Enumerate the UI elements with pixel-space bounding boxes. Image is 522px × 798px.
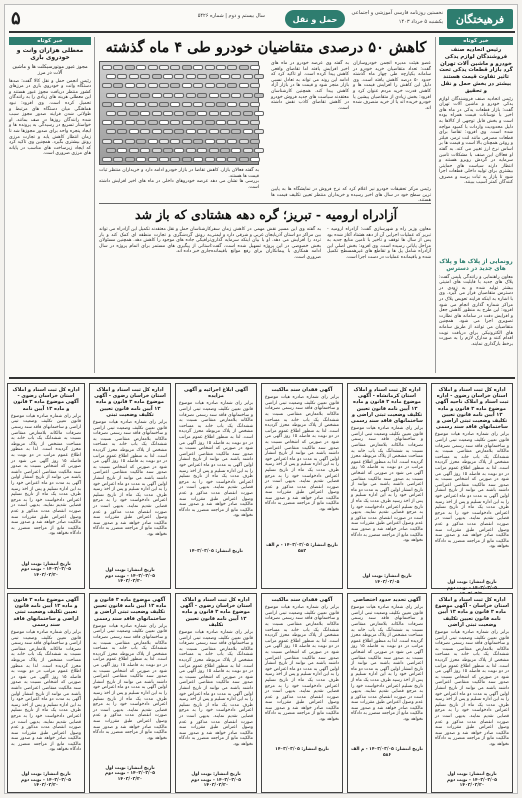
section-badge: حمل و نقل [285,10,345,28]
car-shape [125,139,135,144]
car-shape [239,102,249,107]
car-shape [170,157,180,162]
car-shape [174,111,184,116]
car-shape [193,157,203,162]
car-shape [129,93,139,98]
right-body-1: رئیس اتحادیه صنف فروشندگان لوازم یدکی خودرو و ماشین آلات تهران گفت: بازار قطعات یدکی در ماه های اخیر با نوسانات قیمت همراه بوده است و بخش قابل توجهی از کالاها به دلیل محدودیت واردات با کمبود مواجه شده است. وی افزود: تقاضا برای قطعات مصرفی مانند لنت ترمز، فیلتر و روغن همچنان بالا است و قیمت ها بر اساس نرخ ارز تغییر می کند. به گفته او فعالان این صنف با مشکلات تامین سرمایه در گردش روبرو هستند و انتظار دارند سیاست های حمایتی بیشتری برای تولید داخلی قطعات اجرا شود تا بازار به ثبات برسد و مصرف کنندگان کمتر آسیب ببینند. [439,96,513,186]
car-shape [193,65,203,70]
main-story-col-a [353,61,431,185]
story-divider [99,203,431,204]
notice-body: برابر رای شماره صادره هیات موضوع قانون تعیین تکلیف وضعیت ثبتی اراضی و ساختمانهای فاقد سند رسمی تصرفات مالکانه بلامعارض متقاضی نسبت به ششدانگ یک باب خانه به مساحت مشخص از پلاک مربوطه محرز گردیده است. لذا به منظور اطلاع عموم مراتب در دو نوبت به فاصله ۱۵ روز آگهی می شود در صورتی که اشخاص نسبت به صدور سند مالکیت متقاضی اعتراضی داشته باشند می توانند از تاریخ انتشار اولین آگهی به مدت دو ماه اعتراض خود را به این اداره تسلیم و پس از اخذ رسید ظرف مدت یک ماه از تاریخ تسلیم اعتراض دادخواست خود را به مرجع قضایی تقدیم نمایند. بدیهی است در صورت انقضای مدت مذکور و عدم وصول اعتراض طبق مقررات سند مالکیت صادر خواهد شد و صدور سند مالکیت مانع از مراجعه متضرر به دادگاه نخواهد بود. [435,432,509,550]
notice-body: برابر رای شماره صادره هیات موضوع قانون تعیین تکلیف وضعیت ثبتی اراضی و ساختمانهای فاقد سند رسمی تصرفات مالکانه بلامعارض متقاضی نسبت به ششدانگ یک باب خانه به مساحت مشخص از پلاک مربوطه محرز گردیده است. لذا به منظور اطلاع عموم مراتب در دو نوبت به فاصله ۱۵ روز آگهی می شود در صورتی که اشخاص نسبت به صدور سند مالکیت متقاضی اعتراضی داشته باشند می توانند از تاریخ انتشار اولین آگهی به مدت دو ماه اعتراض خود را به این اداره تسلیم و پس از اخذ رسید ظرف مدت یک ماه از تاریخ تسلیم اعتراض دادخواست خود را به مرجع قضایی تقدیم نمایند. بدیهی است در صورت انقضای مدت مذکور و عدم وصول اعتراض طبق مقررات سند مالکیت صادر خواهد شد و صدور سند مالکیت مانع از مراجعه متضرر به دادگاه نخواهد بود. [265,605,339,723]
car-shape [140,93,150,98]
notice-footer: تاریخ انتشار: نوبت اول ۱۴۰۳/۰۳/۰۵ - نوبت دوم ۱۴۰۳/۰۳/۲۰ [191,772,241,789]
car-shape [227,102,237,107]
car-shape [243,74,253,79]
car-shape [136,120,146,125]
car-shape [163,129,173,134]
notice-title: آگهی تحدید حدود اختصاصی [353,597,421,603]
left-body: رئیس انجمن حمل و نقل کالا گفت: صدها دستگاه وانت و خودروی باری در مرزهای کشور منتظر دریافت مجوز عبور هستند و این معطلی هزینه های زیادی را به رانندگان تحمیل کرده است. وی افزود: نبود هماهنگی میان دستگاه های مرتبط و طولانی شدن فرایند صدور مجوز سبب شده رانندگان روزها در صف بمانند. او خواستار تسریع در رسیدگی به پرونده ها و ایجاد پنجره واحد برای صدور مجوزها شد تا زمان انتظار کاهش یابد و تجارت مرزی رونق بیشتری بگیرد. همچنین وی تاکید کرد که ایجاد زیرساخت های مناسب در پایانه های مرزی ضروری است. [9,78,91,157]
car-shape [106,93,116,98]
car-shape [193,120,203,125]
car-shape [170,83,180,88]
car-shape [197,148,207,153]
car-shape [102,157,112,162]
car-shape [205,157,215,162]
car-shape [220,74,230,79]
car-shape [106,129,116,134]
car-shape [102,83,112,88]
right-kicker: خبر کوتاه [439,37,513,45]
notice-body: برابر رای شماره صادره هیات موضوع قانون تعیین تکلیف وضعیت ثبتی اراضی و ساختمانهای فاقد سند رسمی تصرفات مالکانه بلامعارض متقاضی نسبت به ششدانگ یک باب خانه به مساحت مشخص از پلاک مربوطه محرز گردیده است. لذا به منظور اطلاع عموم مراتب در دو نوبت به فاصله ۱۵ روز آگهی می شود در صورتی که اشخاص نسبت به صدور سند مالکیت متقاضی اعتراضی داشته باشند می توانند از تاریخ انتشار اولین آگهی به مدت دو ماه اعتراض خود را به این اداره تسلیم و پس از اخذ رسید ظرف مدت یک ماه از تاریخ تسلیم اعتراض دادخواست خود را به مرجع قضایی تقدیم نمایند. بدیهی است در صورت انقضای مدت مذکور و عدم وصول اعتراض طبق مقررات سند مالکیت صادر خواهد شد و صدور سند مالکیت مانع از مراجعه متضرر به دادگاه نخواهد بود. [435,630,509,747]
notice-body: برابر رای شماره صادره هیات موضوع قانون تعیین تکلیف وضعیت ثبتی اراضی و ساختمانهای فاقد سند رسمی تصرفات مالکانه بلامعارض متقاضی نسبت به ششدانگ یک باب خانه به مساحت مشخص از پلاک مربوطه محرز گردیده است. لذا به منظور اطلاع عموم مراتب در دو نوبت به فاصله ۱۵ روز آگهی می شود در صورتی که اشخاص نسبت به صدور سند مالکیت متقاضی اعتراضی داشته باشند می توانند از تاریخ انتشار اولین آگهی به مدت دو ماه اعتراض خود را به این اداره تسلیم و پس از اخذ رسید ظرف مدت یک ماه از تاریخ تسلیم اعتراض دادخواست خود را به مرجع قضایی تقدیم نمایند. بدیهی است در صورت انقضای مدت مذکور و عدم وصول اعتراض طبق مقررات سند مالکیت صادر خواهد شد و صدور سند مالکیت مانع از مراجعه متضرر به دادگاه نخواهد بود. [351,605,423,723]
car-shape [227,83,237,88]
car-shape [239,139,249,144]
car-shape [174,148,184,153]
notice-title: آگهی موضوع ماده ۳ قانون و ماده ۱۳ آیین نامه قانون تعیین تکلیف وضعیت ثبتی اراضی و ساختمانهای فاقد سند رسمی [93,597,167,622]
main-story-col-d [271,187,431,204]
car-shape [136,102,146,107]
car-shape [197,111,207,116]
left-headline: معطلی هزاران وانت و خودروی باری [16,47,84,62]
car-shape [205,139,215,144]
car-shape [136,83,146,88]
car-shape [125,157,135,162]
car-shape [148,139,158,144]
car-shape [129,74,139,79]
car-shape [231,111,241,116]
legal-notice [261,383,343,589]
car-shape [231,129,241,134]
car-shape [182,120,192,125]
car-shape [216,139,226,144]
car-shape [152,148,162,153]
notice-title: اداره کل ثبت اسناد و املاک استان خراسان رضوی - آگهی موضوع ماده ۳ قانون و ماده ۱۳ آیین نامه قانون تعیین تکلیف [180,597,252,628]
car-shape [148,157,158,162]
car-shape [239,83,249,88]
car-shape [102,139,112,144]
car-shape [209,93,219,98]
car-shape [106,148,116,153]
newspaper-page [4,4,518,794]
car-shape [186,111,196,116]
car-shape [125,120,135,125]
car-shape [254,148,264,153]
second-story-col-a [327,227,431,373]
car-shape [159,83,169,88]
car-shape [113,102,123,107]
car-shape [209,129,219,134]
car-shape [220,148,230,153]
car-shape [239,65,249,70]
notice-body: برابر رای شماره صادره هیات موضوع قانون تعیین تکلیف وضعیت ثبتی اراضی و ساختمانهای فاقد سند رسمی تصرفات مالکانه بلامعارض متقاضی نسبت به ششدانگ یک باب خانه به مساحت مشخص از پلاک مربوطه محرز گردیده است. لذا به منظور اطلاع عموم مراتب در دو نوبت به فاصله ۱۵ روز آگهی می شود در صورتی که اشخاص نسبت به صدور سند مالکیت متقاضی اعتراضی داشته باشند می توانند از تاریخ انتشار اولین آگهی به مدت دو ماه اعتراض خود را به این اداره تسلیم و پس از اخذ رسید ظرف مدت یک ماه از تاریخ تسلیم اعتراض دادخواست خود را به مرجع قضایی تقدیم نمایند. بدیهی است در صورت انقضای مدت مذکور و عدم وصول اعتراض طبق مقررات سند مالکیت صادر خواهد شد و صدور سند مالکیت مانع از مراجعه متضرر به دادگاه نخواهد بود. [11,630,81,753]
car-shape [186,148,196,153]
car-shape [182,139,192,144]
car-shape [148,102,158,107]
column-rule [435,37,436,373]
car-shape [231,93,241,98]
car-shape [216,157,226,162]
car-shape [182,157,192,162]
masthead-date: یکشنبه ۵ خرداد ۱۴۰۳ [398,19,443,25]
car-shape [220,129,230,134]
car-shape [197,74,207,79]
car-shape [174,129,184,134]
car-shape [174,74,184,79]
car-shape [125,83,135,88]
car-shape [136,139,146,144]
page-number: ۵ [11,8,21,29]
car-shape [117,111,127,116]
legal-notice [431,593,513,793]
right-green-title: رونمایی از پلاک ها و پلاک های جدید در دسترس [439,258,513,272]
second-story-col-b [211,227,321,373]
car-shape [239,157,249,162]
car-shape [159,157,169,162]
second-story-text-a: معاون وزیر راه و شهرسازی گفت: آزادراه ارومیه - تبریز که عملیات اجرایی آن از دهه هشتاد آغاز شده بود پس از سال ها توقف و تاخیر با تامین منابع جدید به مراحل پایانی رسیده است. وی افزود: بخش اصلی این آزادراه شامل پل ها و تقاطع های غیرهمسطح تکمیل شده و باقیمانده عملیات در دست اجرا است. [327,227,431,260]
main-story-text-d: بررسی ها نشان می دهد عرضه خودروهای داخلی در ماه های اخیر افزایش داشته است. [99,179,259,190]
car-shape [140,148,150,153]
car-shape [243,111,253,116]
car-shape [186,93,196,98]
legal-notice [89,593,171,793]
car-shape [250,65,260,70]
car-shape [148,120,158,125]
car-shape [182,83,192,88]
car-shape [220,93,230,98]
car-shape [209,111,219,116]
car-shape [113,65,123,70]
car-shape [170,102,180,107]
second-story-text-b: به گفته وی این مسیر نقش مهمی در کاهش زمان سفر بین مراکز دو استان آذربایجان غربی و شرقی دارد و ایمنی تردد را افزایش می دهد. او با بیان اینکه سرمایه گذاری بخش خصوصی در این پروژه تسهیل شده است، گفت: ادامه همکاری با پیمانکاران برای رفع موانع باقیمانده ضروری است. [211,227,321,260]
car-shape [113,120,123,125]
masthead-subtitle: نخستین روزنامه فارسی آموزشی و اجتماعی [351,10,443,16]
car-shape [250,120,260,125]
car-shape [102,65,112,70]
car-shape [102,102,112,107]
car-shape [250,139,260,144]
car-shape [250,157,260,162]
car-shape [231,148,241,153]
car-shape [117,148,127,153]
car-shape [220,111,230,116]
car-shape [182,102,192,107]
notice-title: آگهی فقدان سند مالکیت [271,597,333,603]
car-shape [159,120,169,125]
right-headline: رئیس اتحادیه صنف فروشندگان لوازم یدکی خودرو و ماشین آلات تهران گرد بازار قطعات یدکی تحت تاثیر تفاوت قیمت هستند بیشتر در بخش حمل و نقل و تحقیق [439,47,513,94]
car-shape [159,139,169,144]
main-story-col-b [271,61,349,185]
right-column [439,37,513,373]
legal-notice [89,383,171,589]
car-shape [254,129,264,134]
notice-footer: تاریخ انتشار: ۱۴۰۳/۰۳/۰۵ [189,549,243,555]
car-shape [254,74,264,79]
car-shape [197,129,207,134]
main-story-text-a: عضو هیئت مدیره انجمن خودروسازان گفت: تعداد متقاضیان خرید خودرو در سامانه یکپارچه طی چهار ماه گذشته حدود ۵۰ درصد کاهش یافته است. وی دلیل این کاهش را افزایش قیمت ها و کاهش قدرت خرید مردم عنوان کرد و افزود: بخش زیادی از متقاضیان پیشین یا خودرو خریده اند یا از خرید منصرف شده اند. [353,61,431,111]
car-shape [113,157,123,162]
notice-title: آگهی ابلاغ اجرائیه و آگهی مزایده [184,387,248,400]
car-shape [125,65,135,70]
car-shape [227,120,237,125]
car-shape [239,120,249,125]
car-shape [186,74,196,79]
notice-footer: تاریخ انتشار: ۱۴۰۳/۰۳/۰۵ - م الف ۵۸۶ [351,747,423,758]
main-story-col-c [99,168,259,198]
car-shape [163,93,173,98]
car-shape [243,93,253,98]
masthead-issue: سال بیستم و دوم | شماره ۵۴۲۶ [197,13,265,19]
car-shape [205,120,215,125]
notice-footer: تاریخ انتشار: نوبت اول ۱۴۰۳/۰۳/۰۵ - نوبت دوم ۱۴۰۳/۰۳/۲۰ [21,772,71,789]
notice-footer: تاریخ انتشار: نوبت اول ۱۴۰۳/۰۳/۰۵ - نوبت دوم ۱۴۰۳/۰۳/۲۰ [105,765,155,782]
car-shape [136,65,146,70]
car-shape [152,129,162,134]
legal-notice [7,383,85,589]
car-shape [216,102,226,107]
car-shape [243,148,253,153]
left-subhead: مجوز عبور موتورسیکلت ها و ماشین آلات در مرز [12,63,88,77]
car-shape [140,74,150,79]
car-shape [106,74,116,79]
masthead [9,7,515,33]
legal-notice [7,593,85,793]
car-shape [193,102,203,107]
car-shape [113,139,123,144]
car-shape [148,65,158,70]
car-shape [227,157,237,162]
car-shape [231,74,241,79]
car-shape [159,65,169,70]
car-shape [193,83,203,88]
column-rule [94,37,95,373]
car-shape [250,83,260,88]
notice-footer: تاریخ انتشار: ۱۴۰۳/۰۳/۰۵ - م الف ۵۸۲ [266,543,338,554]
right-body-2: معاون راهنمایی و رانندگی پلیس گفت: پلاک های جدید با قابلیت های امنیتی بیشتر تولید شده و به زودی در دسترس متقاضیان قرار می گیرد. وی با اشاره به اینکه فرایند تعویض پلاک در مراکز شماره گذاری انجام می شود افزود: این طرح به منظور کاهش جعل و افزایش دقت در سامانه های نظارت تصویری اجرا می شود. همچنین متقاضیان می توانند از طریق سامانه های الکترونیکی برای دریافت نوبت اقدام کنند و مدارک لازم را به صورت برخط بارگذاری نمایند. [439,274,513,347]
notice-title: اداره کل ثبت اسناد و املاک استان خراسان رضوی - اداره ثبت اسناد و املاک ناحیه آگهی موضوع ماده ۳ قانون و ماده ۱۳ آیین نامه قانون تعیین تکلیف وضعیت ثبتی اراضی و ساختمانهای فاقد سند رسمی [435,387,509,431]
car-shape [243,129,253,134]
car-shape [163,148,173,153]
car-shape [117,129,127,134]
car-shape [136,157,146,162]
car-shape [125,102,135,107]
notice-title: آگهی فقدان سند مالکیت [271,387,333,393]
car-shape [186,129,196,134]
car-shape [117,74,127,79]
car-shape [140,111,150,116]
car-shape [170,139,180,144]
car-shape [193,139,203,144]
car-shape [129,129,139,134]
notice-title: آگهی موضوع ماده ۳ قانون و ماده ۱۳ آیین نامه قانون تعیین تکلیف وضعیت ثبتی اراضی و ساختمانهای فاقد سند رسمی [13,597,79,628]
car-shape [216,120,226,125]
car-shape [216,83,226,88]
legal-notice [261,593,343,793]
car-shape [205,83,215,88]
main-story-text-c: به گفته فعالان بازار، کاهش تقاضا در بازار خودرو ادامه دارد و خریداران منتظر ثبات قیمت ها هستند. [99,168,259,179]
car-shape [174,93,184,98]
car-shape [113,83,123,88]
second-headline: آزادراه ارومیه - تبریز؛ گره دهه هشتادی که باز شد [134,207,398,222]
legal-notice [431,383,513,592]
car-shape [205,102,215,107]
legal-notice [175,383,257,589]
notice-body: برابر رای شماره صادره هیات موضوع قانون تعیین تکلیف وضعیت ثبتی اراضی و ساختمانهای فاقد سند رسمی تصرفات مالکانه بلامعارض متقاضی نسبت به ششدانگ یک باب خانه به مساحت مشخص از پلاک مربوطه محرز گردیده است. لذا به منظور اطلاع عموم مراتب در دو نوبت به فاصله ۱۵ روز آگهی می شود در صورتی که اشخاص نسبت به صدور سند مالکیت متقاضی اعتراضی داشته باشند می توانند از تاریخ انتشار اولین آگهی به مدت دو ماه اعتراض خود را به این اداره تسلیم و پس از اخذ رسید ظرف مدت یک ماه از تاریخ تسلیم اعتراض دادخواست خود را به مرجع قضایی تقدیم نمایند. بدیهی است در صورت انقضای مدت مذکور و عدم وصول اعتراض طبق مقررات سند مالکیت صادر خواهد شد و صدور سند مالکیت مانع از مراجعه متضرر به دادگاه نخواهد بود. [11,413,81,537]
notice-footer: تاریخ انتشار: ۱۴۰۳/۰۳/۰۵ [275,747,329,753]
car-shape [106,111,116,116]
notice-body: برابر رای شماره صادره هیات موضوع قانون تعیین تکلیف وضعیت ثبتی اراضی و ساختمانهای فاقد سند رسمی تصرفات مالکانه بلامعارض متقاضی نسبت به ششدانگ یک باب خانه به مساحت مشخص از پلاک مربوطه محرز گردیده است. لذا به منظور اطلاع عموم مراتب در دو نوبت به فاصله ۱۵ روز آگهی می شود در صورتی که اشخاص نسبت به صدور سند مالکیت متقاضی اعتراضی داشته باشند می توانند از تاریخ انتشار اولین آگهی به مدت دو ماه اعتراض خود را به این اداره تسلیم و پس از اخذ رسید ظرف مدت یک ماه از تاریخ تسلیم اعتراض دادخواست خود را به مرجع قضایی تقدیم نمایند. بدیهی است در صورت انقضای مدت مذکور و عدم وصول اعتراض طبق مقررات سند مالکیت صادر خواهد شد و صدور سند مالکیت مانع از مراجعه متضرر به دادگاه نخواهد بود. [265,395,339,513]
car-shape [129,111,139,116]
second-story-col-c [99,227,211,373]
left-kicker: خبر کوتاه [9,37,91,45]
car-shape [170,120,180,125]
legal-notice [347,593,427,793]
car-shape [152,93,162,98]
car-shape [152,111,162,116]
legal-notice [347,383,427,589]
car-shape [140,129,150,134]
car-shape [129,148,139,153]
car-shape [254,111,264,116]
notice-title: اداره کل ثبت اسناد و املاک استان خراسان رضوی - آگهی موضوع ماده ۳ قانون و ماده ۱۳ آیین نامه قانون تعیین تکلیف وضعیت ثبتی [94,387,166,418]
section-divider [9,377,515,379]
notice-footer: تاریخ انتشار: نوبت اول ۱۴۰۳/۰۳/۰۵ [362,574,412,585]
notice-body: برابر رای شماره صادره هیات موضوع قانون تعیین تکلیف وضعیت ثبتی اراضی و ساختمانهای فاقد سند رسمی تصرفات مالکانه بلامعارض متقاضی نسبت به ششدانگ یک باب خانه به مساحت مشخص از پلاک مربوطه محرز گردیده است. لذا به منظور اطلاع عموم مراتب در دو نوبت به فاصله ۱۵ روز آگهی می شود در صورتی که اشخاص نسبت به صدور سند مالکیت متقاضی اعتراضی داشته باشند می توانند از تاریخ انتشار اولین آگهی به مدت دو ماه اعتراض خود را به این اداره تسلیم و پس از اخذ رسید ظرف مدت یک ماه از تاریخ تسلیم اعتراض دادخواست خود را به مرجع قضایی تقدیم نمایند. بدیهی است در صورت انقضای مدت مذکور و عدم وصول اعتراض طبق مقررات سند مالکیت صادر خواهد شد و صدور سند مالکیت مانع از مراجعه متضرر به دادگاه نخواهد بود. [179,630,253,747]
car-shape [227,139,237,144]
car-shape [205,65,215,70]
notice-title: اداره کل ثبت اسناد و املاک استان خراسان - آگهی موضوع ماده ۳ قانون و ماده ۱۳ آیین نامه قانون تعیین تکلیف وضعیت ثبتی اراضی [435,597,509,628]
notice-footer: تاریخ انتشار: نوبت اول ۱۴۰۳/۰۳/۰۵ - نوبت دوم [447,580,497,592]
second-story-text-c: کارشناسان حمل و نقل معتقدند تکمیل این آزادراه می تواند به رونق گردشگری و تجارت منطقه ای کمک کند و بار ترافیکی جاده های موجود را کاهش دهد. همچنین مسئولان استانی از پیگیری های مستمر برای اتمام پروژه در سال جاری خبر داده اند. [99,227,211,255]
car-shape [250,102,260,107]
notice-footer: تاریخ انتشار: نوبت اول ۱۴۰۳/۰۳/۰۵ - نوبت دوم ۱۴۰۳/۰۳/۲۰ [447,772,497,789]
car-shape [102,120,112,125]
car-shape [216,65,226,70]
notice-title: اداره کل ثبت اسناد و املاک استان خراسان رضوی - آگهی موضوع ماده ۳ قانون و ماده ۱۳ آیین نامه [12,387,80,412]
newspaper-logo: فرهیختگان [447,9,513,29]
car-shape [163,74,173,79]
notice-title: اداره کل ثبت اسناد و املاک استان کرمانشاه - آگهی موضوع ماده ۳ قانون و ماده ۱۳ آیین نامه قانون تعیین تکلیف وضعیت ثبتی اراضی و ساختمانهای فاقد سند رسمی [351,387,423,425]
car-shape [159,102,169,107]
left-column [9,37,91,373]
main-story-text-e: رئیس مرکز تحقیقات خودرو نیز اعلام کرد که نرخ فروش در نمایشگاه ها به پایین ترین سطح خود در سال های اخیر رسیده و خریداران منتظر تعیین تکلیف قیمت ها هستند. [271,187,431,204]
car-shape [197,93,207,98]
car-shape [152,74,162,79]
car-shape [254,93,264,98]
notice-footer: تاریخ انتشار: نوبت اول ۱۴۰۳/۰۳/۰۵ - نوبت دوم ۱۴۰۳/۰۳/۲۰ [21,561,71,578]
main-story-text-b: به گفته وی عرضه خودرو در ماه های اخیر افزایش یافته اما تقاضای واقعی کاهش پیدا کرده است. او تاکید کرد که ادامه این روند می تواند به تعادل نسبی بازار منجر شود و قیمت ها در بازار آزاد کاهش پیدا کند. همچنین کارشناسان معتقدند سیاست های جدید فروش خودرو در کاهش تقاضای کاذب نقش داشته است. [271,61,349,111]
car-shape [227,65,237,70]
car-shape [209,148,219,153]
notice-body: برابر رای شماره صادره هیات موضوع قانون تعیین تکلیف وضعیت ثبتی اراضی و ساختمانهای فاقد سند رسمی تصرفات مالکانه بلامعارض متقاضی نسبت به ششدانگ یک باب خانه به مساحت مشخص از پلاک مربوطه محرز گردیده است. لذا به منظور اطلاع عموم مراتب در دو نوبت به فاصله ۱۵ روز آگهی می شود در صورتی که اشخاص نسبت به صدور سند مالکیت متقاضی اعتراضی داشته باشند می توانند از تاریخ انتشار اولین آگهی به مدت دو ماه اعتراض خود را به این اداره تسلیم و پس از اخذ رسید ظرف مدت یک ماه از تاریخ تسلیم اعتراض دادخواست خود را به مرجع قضایی تقدیم نمایند. بدیهی است در صورت انقضای مدت مذکور و عدم وصول اعتراض طبق مقررات سند مالکیت صادر خواهد شد و صدور سند مالکیت مانع از مراجعه متضرر به دادگاه نخواهد بود. [93,623,167,741]
main-headline: کاهش ۵۰ درصدی متقاضیان خودرو طی ۴ ماه گذشته [105,39,427,56]
notice-body: برابر رای شماره صادره هیات موضوع قانون تعیین تکلیف وضعیت ثبتی اراضی و ساختمانهای فاقد سند رسمی تصرفات مالکانه بلامعارض متقاضی نسبت به ششدانگ یک باب خانه به مساحت مشخص از پلاک مربوطه محرز گردیده است. لذا به منظور اطلاع عموم مراتب در دو نوبت به فاصله ۱۵ روز آگهی می شود در صورتی که اشخاص نسبت به صدور سند مالکیت متقاضی اعتراضی داشته باشند می توانند از تاریخ انتشار اولین آگهی به مدت دو ماه اعتراض خود را به این اداره تسلیم و پس از اخذ رسید ظرف مدت یک ماه از تاریخ تسلیم اعتراض دادخواست خود را به مرجع قضایی تقدیم نمایند. بدیهی است در صورت انقضای مدت مذکور و عدم وصول اعتراض طبق مقررات سند مالکیت صادر خواهد شد و صدور سند مالکیت مانع از مراجعه متضرر به دادگاه نخواهد بود. [93,420,167,537]
car-shape [209,74,219,79]
notice-footer: تاریخ انتشار: نوبت اول ۱۴۰۳/۰۳/۰۵ - نوبت دوم ۱۴۰۳/۰۳/۲۰ [105,568,155,585]
notice-body: برابر رای شماره صادره هیات موضوع قانون تعیین تکلیف وضعیت ثبتی اراضی و ساختمانهای فاقد سند رسمی تصرفات مالکانه بلامعارض متقاضی نسبت به ششدانگ یک باب خانه به مساحت مشخص از پلاک مربوطه محرز گردیده است. لذا به منظور اطلاع عموم مراتب در دو نوبت به فاصله ۱۵ روز آگهی می شود در صورتی که اشخاص نسبت به صدور سند مالکیت متقاضی اعتراضی داشته باشند می توانند از تاریخ انتشار اولین آگهی به مدت دو ماه اعتراض خود را به این اداره تسلیم و پس از اخذ رسید ظرف مدت یک ماه از تاریخ تسلیم اعتراض دادخواست خود را به مرجع قضایی تقدیم نمایند. بدیهی است در صورت انقضای مدت مذکور و عدم وصول اعتراض طبق مقررات سند مالکیت صادر خواهد شد و صدور سند مالکیت مانع از مراجعه متضرر به دادگاه نخواهد بود. [179,401,253,519]
car-shape [163,111,173,116]
car-shape [148,83,158,88]
car-shape [117,93,127,98]
car-shape [170,65,180,70]
legal-notice [175,593,257,793]
car-shape [182,65,192,70]
cars-photo [99,61,259,165]
notice-body: برابر رای شماره صادره هیات موضوع قانون تعیین تکلیف وضعیت ثبتی اراضی و ساختمانهای فاقد سند رسمی تصرفات مالکانه بلامعارض متقاضی نسبت به ششدانگ یک باب خانه به مساحت مشخص از پلاک مربوطه محرز گردیده است. لذا به منظور اطلاع عموم مراتب در دو نوبت به فاصله ۱۵ روز آگهی می شود در صورتی که اشخاص نسبت به صدور سند مالکیت متقاضی اعتراضی داشته باشند می توانند از تاریخ انتشار اولین آگهی به مدت دو ماه اعتراض خود را به این اداره تسلیم و پس از اخذ رسید ظرف مدت یک ماه از تاریخ تسلیم اعتراض دادخواست خود را به مرجع قضایی تقدیم نمایند. بدیهی است در صورت انقضای مدت مذکور و عدم وصول اعتراض طبق مقررات سند مالکیت صادر خواهد شد و صدور سند مالکیت مانع از مراجعه متضرر به دادگاه نخواهد بود. [351,426,423,544]
